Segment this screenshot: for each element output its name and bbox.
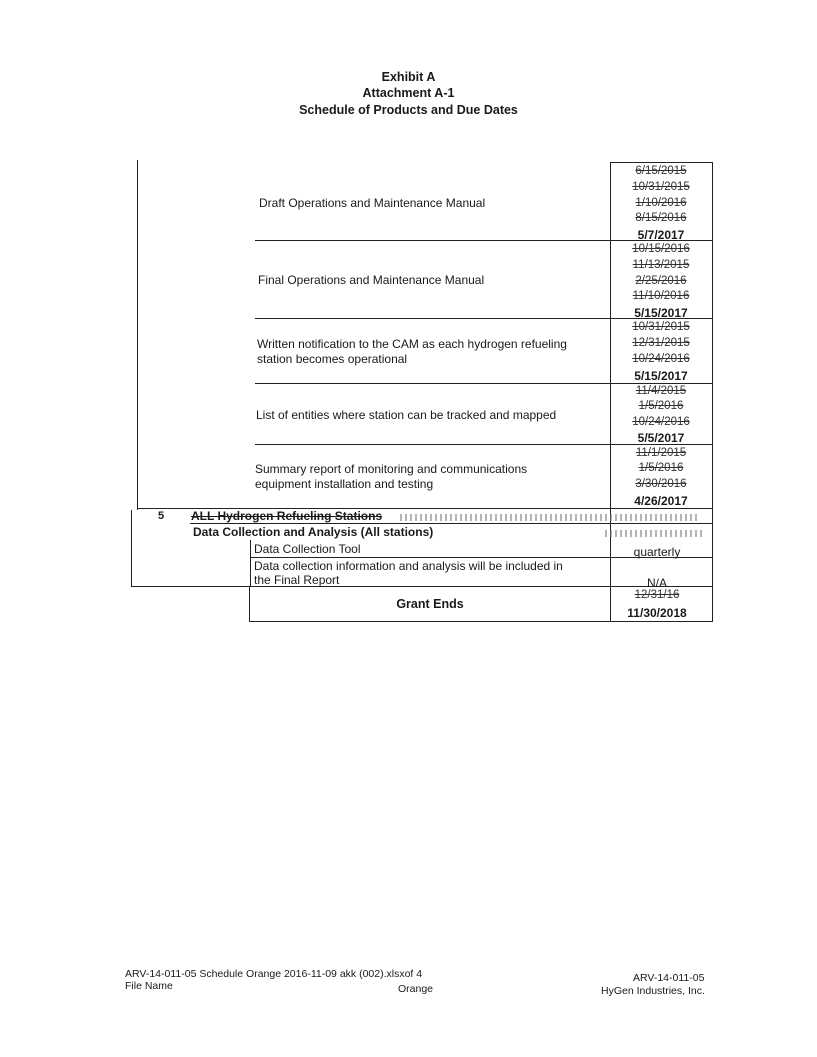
current-due-date: 5/7/2017 — [637, 228, 685, 242]
footer-sheet: Orange — [398, 983, 434, 995]
date-column-right-border — [712, 162, 713, 622]
struck-due-date: 8/15/2016 — [635, 212, 687, 224]
subitem-label: Data Collection Tool — [254, 542, 361, 556]
grant-end-date: 11/30/2018 — [627, 606, 687, 620]
deliverable-description: Draft Operations and Maintenance Manual — [259, 196, 486, 210]
current-due-date: 5/15/2017 — [634, 369, 688, 383]
task-title: ALL Hydrogen Refueling Stations — [191, 509, 383, 523]
task-number: 5 — [158, 510, 165, 522]
struck-due-date: 10/31/2015 — [632, 181, 690, 193]
struck-due-date: 1/5/2016 — [638, 462, 684, 474]
row-divider — [255, 383, 712, 384]
footer-filename — [125, 968, 422, 980]
deliverable-description: station becomes operational — [257, 352, 408, 366]
current-due-date: 5/15/2017 — [634, 306, 688, 320]
struck-due-date: 10/24/2016 — [632, 416, 690, 428]
footer-company: HyGen Industries, Inc. — [601, 985, 705, 997]
struck-due-date: 10/15/2016 — [632, 243, 690, 255]
grant-ends-label: Grant Ends — [396, 597, 464, 611]
footer-page: of 4 — [404, 968, 423, 980]
struck-due-date: 1/10/2016 — [635, 197, 687, 209]
struck-due-date: 10/24/2016 — [632, 353, 690, 365]
attachment-title: Attachment A-1 — [362, 86, 455, 100]
subitem-left-border — [250, 540, 251, 586]
deliverable-description: Written notification to the CAM as each hydrogen refueling — [257, 337, 567, 351]
deliverable-description: equipment installation and testing — [255, 477, 434, 491]
struck-due-date: 11/4/2015 — [635, 385, 687, 397]
schedule-title: Schedule of Products and Due Dates — [299, 103, 518, 117]
task-subtitle: Data Collection and Analysis (All stations) — [193, 525, 434, 539]
struck-due-date: 2/25/2016 — [635, 275, 687, 287]
table-bottom-border — [249, 621, 712, 622]
subitem-label: the Final Report — [254, 573, 340, 587]
scan-artifact — [605, 530, 705, 537]
scan-artifact — [400, 514, 700, 521]
deliverable-description: Summary report of monitoring and communications — [255, 462, 528, 476]
footer-file-name-label: File Name — [125, 980, 173, 992]
struck-due-date: 10/31/2015 — [632, 321, 690, 333]
left-border — [137, 160, 138, 510]
struck-due-date: 6/15/2015 — [635, 165, 687, 177]
subitem-frequency: N/A — [646, 576, 667, 590]
subitem-label: Data collection information and analysis will be included in — [254, 559, 563, 573]
subitem-frequency: quarterly — [633, 545, 681, 559]
deliverable-description: Final Operations and Maintenance Manual — [258, 273, 485, 287]
task-title-underline — [190, 523, 712, 524]
struck-due-date: 1/5/2016 — [638, 400, 684, 412]
current-due-date: 5/5/2017 — [637, 431, 685, 445]
exhibit-title: Exhibit A — [381, 70, 436, 84]
deliverable-description: List of entities where station can be tracked and mapped — [256, 408, 557, 422]
struck-due-date: 11/13/2015 — [632, 259, 690, 271]
footer-filename-text: ARV-14-011-05 Schedule Orange 2016-11-09 akk (002).xlsx — [125, 968, 405, 980]
struck-due-date: 12/31/16 — [634, 589, 680, 601]
footer-agreement: ARV-14-011-05 — [633, 972, 705, 984]
current-due-date: 4/26/2017 — [634, 494, 688, 508]
struck-due-date: 11/1/2015 — [635, 447, 687, 459]
date-top-border — [610, 162, 713, 163]
struck-due-date: 3/30/2016 — [635, 478, 687, 490]
left-border-lower — [131, 510, 132, 586]
struck-due-date: 11/10/2016 — [632, 290, 690, 302]
struck-due-date: 12/31/2015 — [632, 337, 690, 349]
